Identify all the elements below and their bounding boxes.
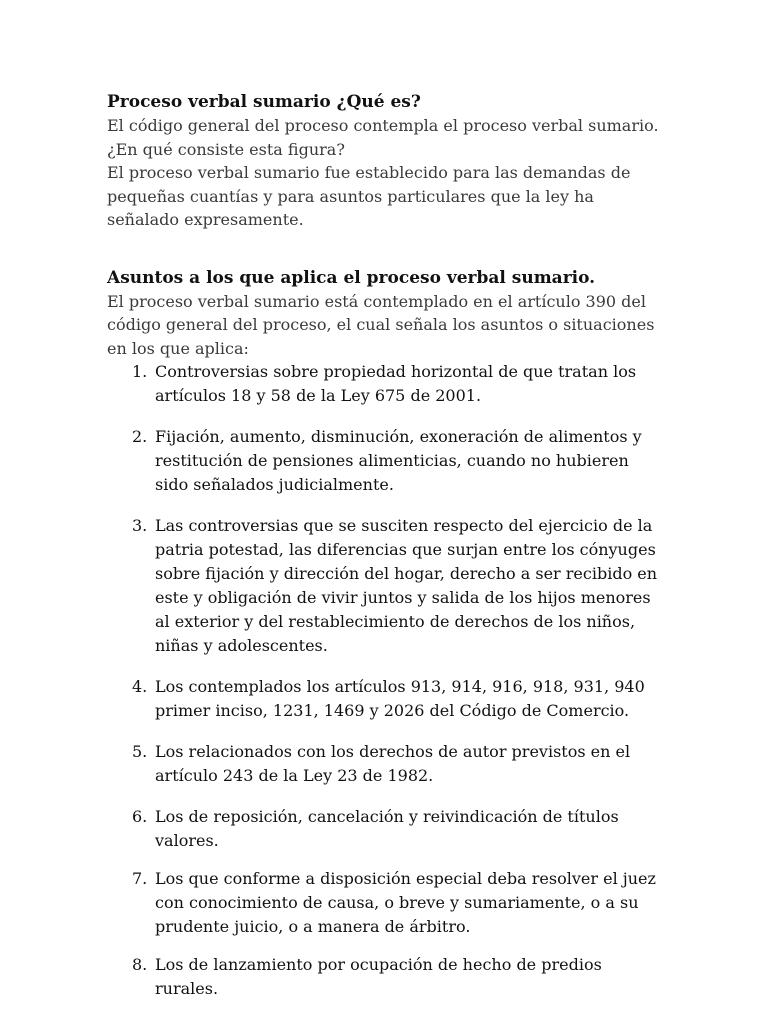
list-item: [107, 867, 667, 939]
section-spacer: [107, 232, 667, 266]
list-item: [107, 953, 667, 1001]
list-item-text: Las controversias que se susciten respecto del ejercicio de la patria potestad, las diferencias que surjan entre los cónyuges sobre fijación y dirección del hogar, derecho a ser recibido en este y obligación de vivir juntos y salida de los hijos menores al exterior y del restablecimiento de derechos de los niños, niñas y adolescentes.: [155, 516, 658, 655]
list-item-text: Los de lanzamiento por ocupación de hecho de predios rurales.: [155, 955, 602, 998]
list-item-text: Los contemplados los artículos 913, 914, 916, 918, 931, 940 primer inciso, 1231, 1469 y 2026 del Código de Comercio.: [155, 677, 645, 720]
list-item: [107, 805, 667, 853]
list-item-number: 1.: [132, 362, 148, 381]
list-item-text: Los de reposición, cancelación y reivindicación de títulos valores.: [155, 807, 619, 850]
section-heading-que-es: Proceso verbal sumario ¿Qué es?: [107, 92, 421, 112]
list-item: [107, 740, 667, 788]
list-item-number: 7.: [132, 869, 148, 888]
document-page: [107, 90, 667, 1001]
list-item: [107, 514, 667, 658]
list-item-text: Controversias sobre propiedad horizontal de que tratan los artículos 18 y 58 de la Ley 675 de 2001.: [155, 362, 637, 405]
list-item-text: Los relacionados con los derechos de autor previstos en el artículo 243 de la Ley 23 de 1982.: [155, 742, 631, 785]
list-item-number: 2.: [132, 427, 148, 446]
paragraph-definition: El proceso verbal sumario fue establecido para las demandas de pequeñas cuantías y para asuntos particulares que la ley ha señalado expresamente.: [107, 163, 631, 229]
paragraph-intro-question: El código general del proceso contempla el proceso verbal sumario. ¿En qué consiste esta figura?: [107, 116, 659, 159]
list-item-text: Fijación, aumento, disminución, exoneración de alimentos y restitución de pensiones alimenticias, cuando no hubieren sido señalados judicialmente.: [155, 427, 642, 494]
list-item-number: 5.: [132, 742, 148, 761]
paragraph-asuntos-intro: El proceso verbal sumario está contemplado en el artículo 390 del código general del proceso, el cual señala los asuntos o situaciones en los que aplica:: [107, 291, 655, 358]
list-item-number: 4.: [132, 677, 148, 696]
list-item-number: 8.: [132, 955, 148, 974]
list-item-number: 3.: [132, 516, 148, 535]
list-item: [107, 360, 667, 408]
list-item-text: Los que conforme a disposición especial deba resolver el juez con conocimiento de causa, o breve y sumariamente, o a su prudente juicio, o a manera de árbitro.: [155, 869, 656, 936]
section-heading-asuntos: Asuntos a los que aplica el proceso verbal sumario.: [107, 267, 596, 288]
list-item-number: 6.: [132, 807, 148, 826]
asuntos-list: [107, 360, 667, 1001]
list-item: [107, 425, 667, 497]
list-item: [107, 675, 667, 723]
